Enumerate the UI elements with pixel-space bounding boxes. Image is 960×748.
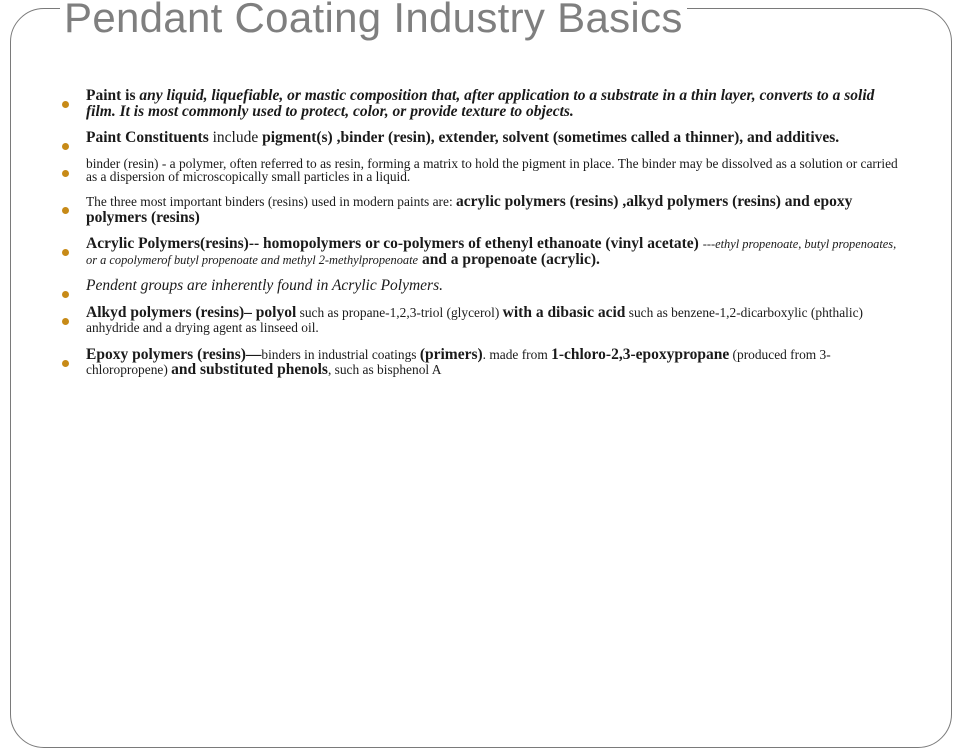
bullet-text-run: acrylic polymers (resins) ,alkyd polymers (resins) and epoxy polymers (resins) — [86, 193, 853, 226]
bullet-acrylic-polymers — [62, 236, 902, 267]
bullet-text-run: Paint Constituents — [86, 129, 209, 146]
bullet-text-run: with a dibasic acid — [502, 303, 626, 321]
bullet-text-run: any liquid, liquefiable, or mastic composition that, after application to a substrate in a thin layer, converts to a solid film. It is most commonly used to protect, color, or provide texture to objects. — [86, 87, 875, 120]
bullet-text-run: Pendent groups are inherently found in Acrylic Polymers. — [86, 277, 443, 295]
bullet-text-run: binder (resin) - a polymer, often referred to as resin, forming a matrix to hold the pigment in place. The binder may be dissolved as a solution or carried as a dispersion of microscopically small particles in a liquid. — [86, 155, 898, 184]
slide-title: Pendant Coating Industry Basics — [60, 0, 687, 46]
bullet-dot-icon — [62, 143, 69, 150]
bullet-paint-definition — [62, 88, 902, 119]
bullet-text-run: Paint is — [86, 87, 140, 104]
bullet-list — [62, 88, 902, 389]
bullet-text-run: The three most important binders (resins) used in modern paints are: — [86, 194, 457, 210]
bullet-dot-icon — [62, 249, 69, 256]
bullet-dot-icon — [62, 101, 69, 108]
bullet-text-run: Epoxy polymers (resins)— — [86, 345, 262, 363]
bullet-three-binders — [62, 194, 902, 225]
bullet-text-run: Alkyd polymers (resins)– polyol — [86, 303, 297, 321]
bullet-text-run: ---ethyl propenoate, butyl propenoates, or a copolymerof butyl propenoate and methyl 2-methylpropenoate — [86, 237, 897, 267]
bullet-dot-icon — [62, 318, 69, 325]
bullet-text-run: pigment(s) ,binder (resin), extender, solvent (sometimes called a thinner), and additives. — [262, 129, 840, 146]
bullet-pendent-groups — [62, 278, 902, 294]
bullet-text-run: and a propenoate (acrylic). — [418, 250, 600, 268]
bullet-dot-icon — [62, 170, 69, 177]
bullet-paint-constituents — [62, 130, 902, 146]
bullet-text-run: and substituted phenols — [171, 361, 328, 379]
bullet-text-run: (primers) — [419, 345, 483, 363]
bullet-text-run: binders in industrial coatings — [261, 346, 420, 362]
bullet-dot-icon — [62, 291, 69, 298]
bullet-text-run: Acrylic Polymers(resins)-- homopolymers or co-polymers of ethenyl ethanoate (vinyl acetate) — [86, 235, 703, 253]
bullet-text-run: such as benzene-1,2-dicarboxylic (phthalic) anhydride and a drying agent as linseed oil. — [86, 304, 863, 336]
bullet-epoxy-polymers — [62, 347, 902, 378]
bullet-text-run: such as propane-1,2,3-triol (glycerol) — [296, 304, 503, 320]
bullet-binder-resin — [62, 157, 902, 184]
bullet-text-run: 1-chloro-2,3-epoxypropane — [551, 345, 730, 363]
bullet-text-run: , such as bisphenol A — [327, 362, 442, 378]
bullet-dot-icon — [62, 207, 69, 214]
bullet-text-run: (produced from 3-chloropropene) — [86, 346, 831, 378]
bullet-dot-icon — [62, 360, 69, 367]
bullet-text-run: . made from — [482, 346, 552, 362]
bullet-text-run: include — [208, 129, 263, 146]
bullet-alkyd-polymers — [62, 305, 902, 336]
